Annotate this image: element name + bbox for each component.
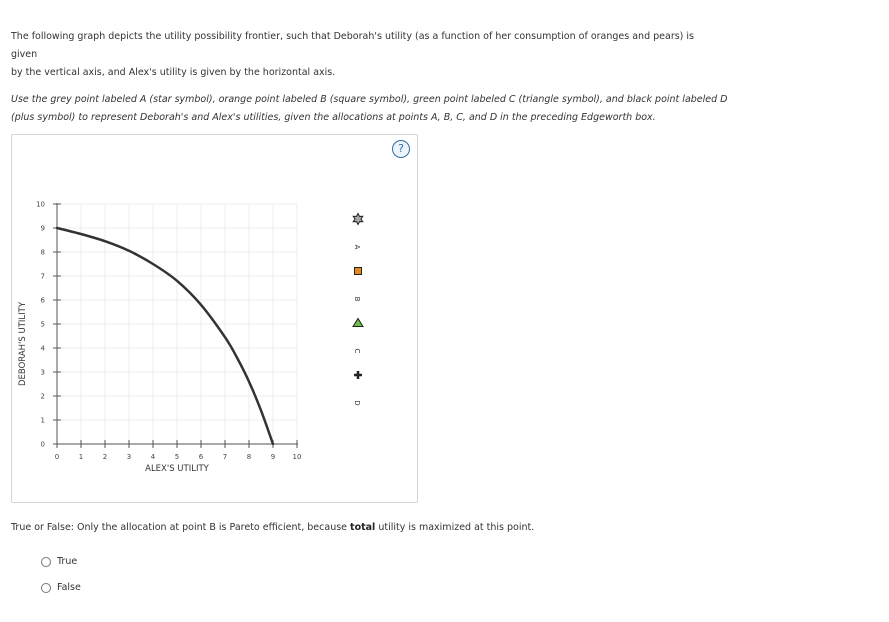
instruction-line-1: Use the grey point labeled A (star symbol), orange point labeled B (square symbol), green point labeled C (triangle symbol), and black point labeled D <box>11 94 728 105</box>
y-tick-label-1: 1 <box>40 416 45 425</box>
question-prefix: True or False: Only the allocation at point B is Pareto efficient, because <box>11 522 351 533</box>
point-B-label: B <box>353 296 361 302</box>
x-axis-title: ALEX'S UTILITY <box>145 464 209 474</box>
question-suffix: utility is maximized at this point. <box>375 522 535 533</box>
x-tick-label-9: 9 <box>270 453 276 461</box>
y-tick-label-8: 8 <box>40 248 45 257</box>
instruction-line-2: (plus symbol) to represent Deborah's and Alex's utilities, given the allocations at points A, B, C, and D in the preceding Edgeworth box. <box>11 112 656 123</box>
x-tick-label-4: 4 <box>150 453 156 461</box>
point-D-label: D <box>353 400 361 406</box>
y-tick-label-3: 3 <box>40 368 45 377</box>
option-false[interactable] <box>41 582 81 593</box>
y-tick-label-9: 9 <box>40 224 45 233</box>
graph-panel <box>11 134 418 503</box>
intro-text <box>11 28 711 82</box>
x-tick-label-10: 10 <box>292 453 302 461</box>
point-B-square-icon[interactable] <box>355 268 362 275</box>
point-A-star-icon[interactable] <box>353 214 363 225</box>
radio-true[interactable] <box>41 557 51 567</box>
y-tick-label-0: 0 <box>40 440 45 449</box>
y-tick-label-7: 7 <box>40 272 45 281</box>
instruction-text <box>11 91 731 127</box>
y-tick-label-6: 6 <box>40 296 45 305</box>
frontier-curve-0 <box>57 228 273 444</box>
option-true-label: True <box>57 556 78 567</box>
point-C-label: C <box>353 348 361 354</box>
point-A-label: A <box>353 244 361 250</box>
x-tick-label-6: 6 <box>198 453 204 461</box>
y-tick-label-2: 2 <box>40 392 45 401</box>
point-D-plus-icon[interactable] <box>354 371 362 379</box>
x-tick-label-5: 5 <box>174 453 180 461</box>
question-bold: total <box>350 522 376 533</box>
x-tick-label-1: 1 <box>78 453 84 461</box>
x-tick-label-7: 7 <box>222 453 228 461</box>
x-tick-label-2: 2 <box>102 453 108 461</box>
y-tick-label-10: 10 <box>36 200 45 209</box>
utility-chart[interactable] <box>12 135 417 502</box>
x-tick-label-8: 8 <box>246 453 252 461</box>
y-tick-label-5: 5 <box>40 320 45 329</box>
intro-line-1: The following graph depicts the utility possibility frontier, such that Deborah's utility (as a function of her consumption of oranges and pears) is given <box>11 31 694 60</box>
question-text <box>11 522 534 533</box>
intro-line-2: by the vertical axis, and Alex's utility is given by the horizontal axis. <box>11 67 336 78</box>
option-false-label: False <box>57 582 81 593</box>
radio-false[interactable] <box>41 583 51 593</box>
point-C-triangle-icon[interactable] <box>353 319 363 327</box>
x-tick-label-0: 0 <box>54 453 60 461</box>
x-tick-label-3: 3 <box>126 453 132 461</box>
y-axis-title: DEBORAH'S UTILITY <box>18 301 28 387</box>
help-icon[interactable]: ? <box>392 140 410 158</box>
y-tick-label-4: 4 <box>40 344 45 353</box>
option-true[interactable] <box>41 556 77 567</box>
